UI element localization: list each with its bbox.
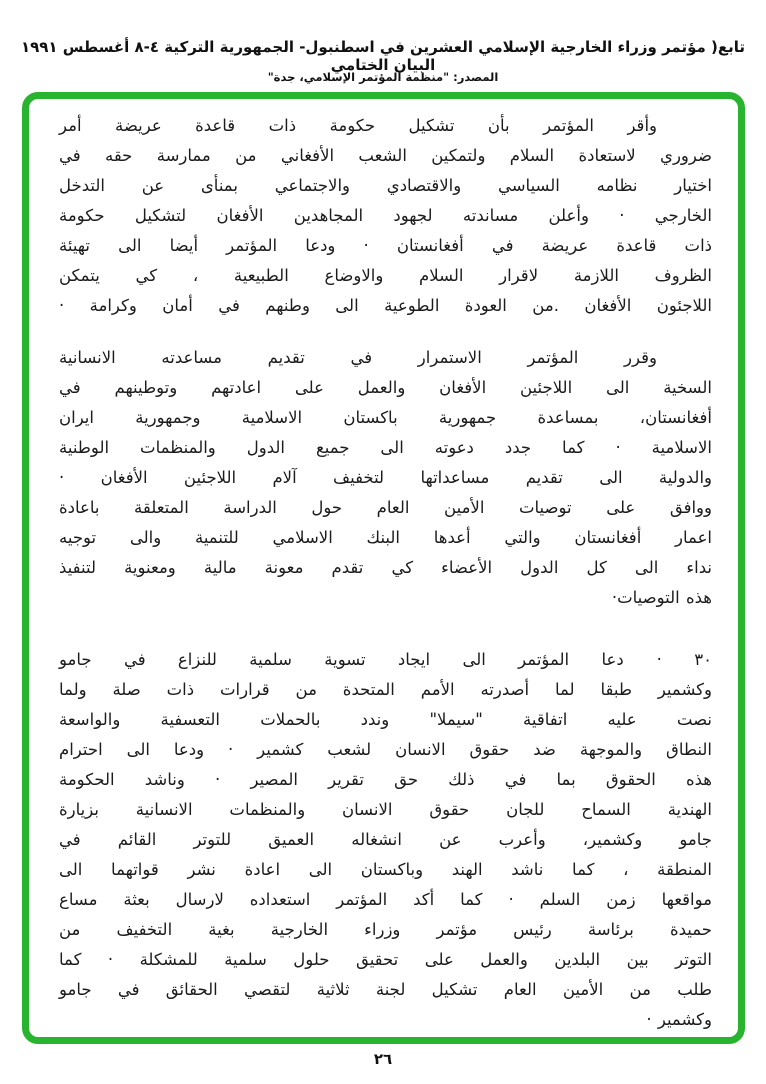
text-line: هذه التوصيات·	[611, 588, 712, 607]
text-line: وكشمير ·	[646, 1010, 712, 1029]
text-line: هذه الحقوق بما في ذلك حق تقرير المصير · وناشد الحكومة	[59, 770, 712, 789]
text-line: التوتر بين البلدين والعمل على تحقيق حلول سلمية للمشكلة · كما	[59, 950, 712, 969]
text-line: ووافق على توصيات الأمين العام حول الدراسة المتعلقة باعادة	[59, 498, 712, 517]
document-body	[59, 111, 712, 1035]
text-line: اختيار نظامه السياسي والاقتصادي والاجتماعي بمنأى عن التدخل	[59, 176, 712, 195]
text-line: وأقر المؤتمر بأن تشكيل حكومة ذات قاعدة عريضة أمر	[59, 116, 657, 135]
text-line: الظروف اللازمة لاقرار السلام والاوضاع الطبيعية ، كي يتمكن	[59, 266, 712, 285]
text-line: الهندية السماح للجان حقوق الانسان والمنظمات الانسانية بزيارة	[59, 800, 712, 819]
text-line: ذات قاعدة عريضة في أفغانستان · ودعا المؤتمر أيضا الى تهيئة	[59, 236, 712, 255]
text-line: والدولية الى تقديم مساعداتها لتخفيف آلام اللاجئين الأفغان ·	[59, 468, 712, 487]
document-source-line: المصدر: "منظمة المؤتمر الإسلامي، جدة"	[267, 70, 499, 84]
document-header-title: تابع( مؤتمر وزراء الخارجية الإسلامي العشرين في اسطنبول- الجمهورية التركية ٤-٨ أغسطس ١٩٩١ البيان الختامي	[20, 38, 746, 74]
text-line: السخية الى اللاجئين الأفغان والعمل على اعادتهم وتوطينهم في	[59, 378, 712, 397]
text-line: نصت عليه اتفاقية "سيملا" وندد بالحملات التعسفية والواسعة	[59, 710, 712, 729]
paragraph	[59, 111, 712, 321]
text-line: حميدة برئاسة رئيس مؤتمر وزراء الخارجية بغية التخفيف من	[59, 920, 712, 939]
paragraph	[59, 343, 712, 613]
text-line: اعمار أفغانستان والتي أعدها البنك الاسلامي للتنمية والى توجيه	[59, 528, 712, 547]
green-border-frame	[22, 92, 745, 1044]
text-line: جامو وكشمير، وأعرب عن انشغاله العميق للتوتر القائم في	[59, 830, 712, 849]
text-line: وكشمير طبقا لما أصدرته الأمم المتحدة من قرارات ذات صلة ولما	[59, 680, 712, 699]
text-line: طلب من الأمين العام تشكيل لجنة ثلاثية لتقصي الحقائق في جامو	[59, 980, 712, 999]
text-line: ٣٠ · دعا المؤتمر الى ايجاد تسوية سلمية للنزاع في جامو	[59, 650, 712, 669]
text-line: الاسلامية · كما جدد دعوته الى جميع الدول والمنظمات الوطنية	[59, 438, 712, 457]
text-line: الخارجي · وأعلن مساندته لجهود المجاهدين الأفغان لتشكيل حكومة	[59, 206, 712, 225]
numbered-paragraph	[59, 645, 712, 1035]
text-line: المنطقة ، كما ناشد الهند وباكستان الى اعادة نشر قواتهما الى	[59, 860, 712, 879]
text-line: وقرر المؤتمر الاستمرار في تقديم مساعدته الانسانية	[59, 348, 657, 367]
text-line: اللاجئون الأفغان .من العودة الطوعية الى وطنهم في أمان وكرامة ·	[59, 296, 712, 315]
text-line: نداء الى كل الدول الأعضاء كي تقدم معونة مالية ومعنوية لتنفيذ	[59, 558, 712, 577]
text-line: أفغانستان، بمساعدة جمهورية باكستان الاسلامية وجمهورية ايران	[59, 408, 712, 427]
page-number: ٢٦	[373, 1050, 393, 1068]
text-line: ضروري لاستعادة السلام ولتمكين الشعب الأفغاني من ممارسة حقه في	[59, 146, 712, 165]
text-line: مواقعها زمن السلم · كما أكد المؤتمر استعداده لارسال بعثة مساع	[59, 890, 712, 909]
text-line: النطاق والموجهة ضد حقوق الانسان لشعب كشمير · ودعا الى احترام	[59, 740, 712, 759]
